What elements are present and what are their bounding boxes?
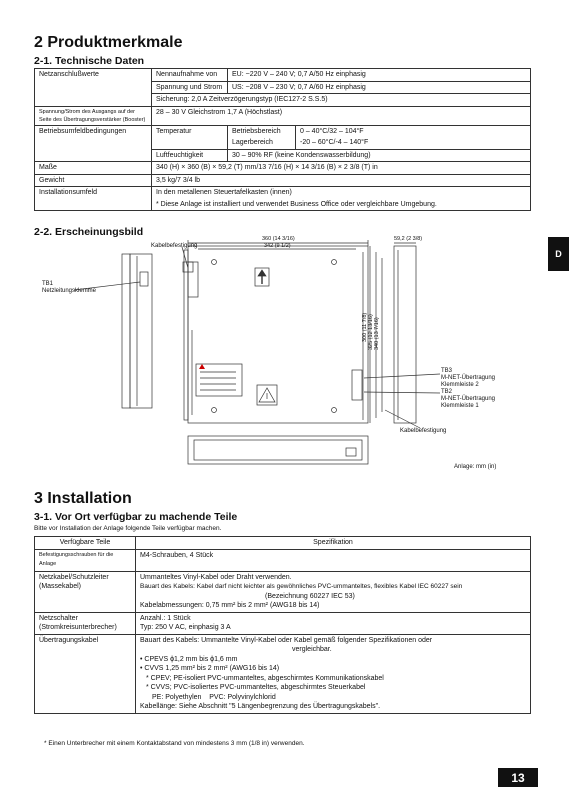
label-tb2-desc2: Klemmleiste 1 bbox=[441, 403, 479, 409]
spec-cell: Spannung und Strom bbox=[152, 81, 228, 94]
part-label-netzkabel bbox=[35, 571, 136, 612]
label-tb3-desc1: M-NET-Übertragung bbox=[441, 375, 496, 381]
spec-cell: In den metallenen Steuertafelkasten (innen) bbox=[152, 187, 531, 199]
part-spec: M4-Schrauben, 4 Stück bbox=[136, 549, 531, 571]
side-tab-language: D bbox=[548, 237, 569, 271]
spec-cell: Lagerbereich bbox=[228, 137, 296, 149]
footnote: * Einen Unterbrecher mit einem Kontaktabstand von mindestens 3 mm (1/8 in) verwenden. bbox=[44, 740, 305, 747]
spec-cell: Sicherung: 2,0 A Zeitverzögerungstyp (IEC127-2 S.S.5) bbox=[152, 94, 531, 107]
spec-line: * CPEV; PE-isoliert PVC-ummanteltes, abgeschirmtes Kommunikationskabel bbox=[146, 674, 384, 682]
part-label-line: (Massekabel) bbox=[39, 583, 82, 590]
label-tb1-desc: Netzleitungsklemme bbox=[42, 288, 97, 294]
spec-cell: * Diese Anlage ist installiert und verwendet Business Office oder vergleichbare Umgebung. bbox=[152, 199, 531, 211]
spec-line: Typ: 250 V AC, einphasig 3 A bbox=[140, 624, 231, 631]
spec-line: vergleichbar. bbox=[292, 646, 332, 653]
spec-line: PE: Polyethylen PVC: Polyvinylchlorid bbox=[152, 693, 276, 701]
parts-table bbox=[34, 536, 531, 714]
part-label-line: Netzkabel/Schutzleiter bbox=[39, 573, 109, 581]
spec-line: Anzahl.: 1 Stück bbox=[140, 614, 191, 622]
part-label-schrauben: Befestigungsschrauben für die Anlage bbox=[35, 549, 136, 571]
subsection-teile: 3-1. Vor Ort verfügbar zu machende Teile bbox=[34, 511, 238, 523]
label-tb2-desc1: M-NET-Übertragung bbox=[441, 396, 496, 402]
dim-width-total: 360 (14 3/16) bbox=[262, 236, 295, 242]
spec-cell: Luftfeuchtigkeit bbox=[152, 149, 228, 162]
spec-cell: EU: ~220 V – 240 V; 0,7 A/50 Hz einphasig bbox=[228, 69, 531, 82]
spec-cell: -20 – 60°C/-4 – 140°F bbox=[296, 137, 531, 149]
unit-note: Anlage: mm (in) bbox=[454, 464, 497, 470]
spec-line: Bauart des Kabels: Ummantelte Vinyl-Kabel oder Kabel gemäß folgender Spezifikationen oder bbox=[140, 636, 433, 644]
spec-label-booster: Spannung/Strom des Ausgangs auf der Seite des Übertragungsverstärker (Booster) bbox=[35, 106, 152, 125]
spec-cell: Betriebsbereich bbox=[228, 125, 296, 137]
label-tb2: TB2 bbox=[441, 389, 453, 395]
spec-cell: 30 – 90% RF (keine Kondenswasserbildung) bbox=[228, 149, 531, 162]
spec-label-masse: Maße bbox=[35, 162, 152, 175]
part-label-uebertragungskabel: Übertragungskabel bbox=[35, 634, 136, 713]
page-number: 13 bbox=[498, 768, 538, 787]
col-header-spezifikation: Spezifikation bbox=[136, 537, 531, 550]
spec-line: Kabellänge: Siehe Abschnitt "5 Längenbegrenzung des Übertragungskabels". bbox=[140, 703, 381, 710]
spec-cell: 0 – 40°C/32 – 104°F bbox=[296, 125, 531, 137]
spec-line: Kabelabmessungen: 0,75 mm² bis 2 mm² (AWG18 bis 14) bbox=[140, 602, 320, 609]
dim-width-inner: 342 (9 1/2) bbox=[264, 243, 291, 249]
spec-line: Ummanteltes Vinyl-Kabel oder Draht verwenden. bbox=[140, 573, 292, 581]
section-title-installation: 3 Installation bbox=[34, 490, 132, 507]
spec-cell: Temperatur bbox=[152, 125, 228, 149]
spec-label-gewicht: Gewicht bbox=[35, 174, 152, 187]
spec-label-netz: Netzanschlußwerte bbox=[35, 69, 152, 107]
spec-line: * CVVS; PVC-isoliertes PVC-ummanteltes, abgeschirmtes Steuerkabel bbox=[146, 684, 366, 691]
col-header-teile: Verfügbare Teile bbox=[35, 537, 136, 550]
spec-line: • CPEVS ϕ1,2 mm bis ϕ1,6 mm bbox=[140, 655, 238, 663]
label-tb1: TB1 bbox=[42, 281, 54, 287]
dim-height-1: 300 (11 7/8) bbox=[362, 312, 368, 342]
spec-cell: 340 (H) × 360 (B) × 59,2 (T) mm/13 7/16 (H) × 14 3/16 (B) × 2 3/8 (T) in bbox=[152, 162, 531, 175]
part-spec-uebertragungskabel bbox=[136, 634, 531, 713]
subsection-erscheinungsbild: 2-2. Erscheinungsbild bbox=[34, 226, 144, 238]
part-label-line: Netzschalter bbox=[39, 614, 78, 622]
spec-label-installationsumfeld: Installationsumfeld bbox=[35, 187, 152, 211]
intro-text: Bitte vor Installation der Anlage folgende Teile verfügbar machen. bbox=[34, 525, 222, 532]
label-kabelbefestigung-top: Kabelbefestigung bbox=[151, 243, 198, 249]
spec-cell: 3,5 kg/7 3/4 lb bbox=[152, 174, 531, 187]
spec-cell: Nennaufnahme von bbox=[152, 69, 228, 82]
part-spec-netzkabel bbox=[136, 571, 531, 612]
section-title-produktmerkmale: 2 Produktmerkmale bbox=[34, 34, 183, 51]
label-tb3: TB3 bbox=[441, 368, 453, 374]
spec-line: (Bezeichnung 60227 IEC 53) bbox=[265, 592, 355, 600]
spec-cell: US: ~208 V – 230 V; 0,7 A/60 Hz einphasig bbox=[228, 81, 531, 94]
dim-depth: 59,2 (2 3/8) bbox=[394, 236, 423, 242]
subsection-technische-daten: 2-1. Technische Daten bbox=[34, 55, 145, 67]
part-label-netzschalter bbox=[35, 612, 136, 634]
part-label-line: (Stromkreisunterbrecher) bbox=[39, 624, 117, 631]
spec-cell: 28 – 30 V Gleichstrom 1,7 A (Höchstlast) bbox=[152, 106, 531, 125]
label-tb3-desc2: Klemmleiste 2 bbox=[441, 382, 479, 388]
dim-height-2: 325 (12 13/16) bbox=[368, 314, 374, 350]
part-spec-netzschalter bbox=[136, 612, 531, 634]
spec-label-umfeld: Betriebsumfeldbedingungen bbox=[35, 125, 152, 162]
label-kabelbefestigung-bottom: Kabelbefestigung bbox=[400, 428, 447, 434]
spec-line: • CVVS 1,25 mm² bis 2 mm² (AWG16 bis 14) bbox=[140, 665, 280, 672]
spec-line: Bauart des Kabels: Kabel darf nicht leichter als gewöhnliches PVC-ummanteltes, flexibles Kabel IEC 60227 sein bbox=[140, 583, 463, 590]
dim-height-3: 340 (13 7/16) bbox=[374, 317, 380, 350]
